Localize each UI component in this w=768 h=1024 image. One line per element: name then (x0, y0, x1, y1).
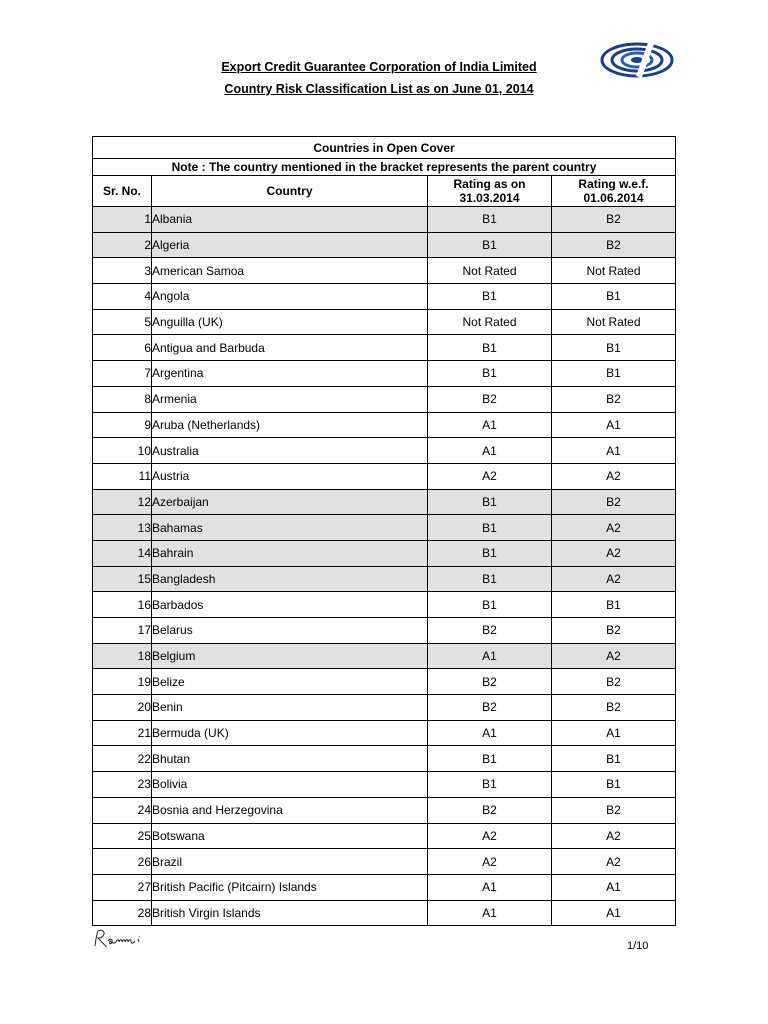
cell-rating-new: A2 (552, 463, 676, 489)
cell-rating-old: A2 (428, 849, 552, 875)
cell-sr-no: 20 (93, 695, 152, 721)
cell-rating-old: B1 (428, 207, 552, 233)
cell-country: Algeria (152, 232, 428, 258)
table-row (93, 566, 676, 592)
cell-rating-old: B2 (428, 797, 552, 823)
table-row (93, 463, 676, 489)
cell-rating-new: A2 (552, 515, 676, 541)
cell-rating-new: B1 (552, 284, 676, 310)
cell-rating-new: B1 (552, 335, 676, 361)
cell-country: Albania (152, 207, 428, 233)
column-header-rating-new: Rating w.e.f. 01.06.2014 (552, 176, 676, 207)
table-row (93, 669, 676, 695)
column-header-rating-old: Rating as on 31.03.2014 (428, 176, 552, 207)
cell-sr-no: 26 (93, 849, 152, 875)
cell-rating-new: A2 (552, 540, 676, 566)
cell-country: Angola (152, 284, 428, 310)
cell-sr-no: 2 (93, 232, 152, 258)
cell-sr-no: 1 (93, 207, 152, 233)
column-header-country: Country (152, 176, 428, 207)
cell-sr-no: 13 (93, 515, 152, 541)
cell-rating-new: B2 (552, 207, 676, 233)
table-row (93, 207, 676, 233)
cell-rating-old: A1 (428, 874, 552, 900)
cell-sr-no: 8 (93, 386, 152, 412)
table-row (93, 489, 676, 515)
cell-rating-new: A2 (552, 849, 676, 875)
cell-rating-new: B2 (552, 386, 676, 412)
cell-rating-old: A1 (428, 900, 552, 926)
cell-rating-new: B2 (552, 489, 676, 515)
cell-sr-no: 12 (93, 489, 152, 515)
table-row (93, 720, 676, 746)
table-row (93, 412, 676, 438)
cell-rating-new: A1 (552, 412, 676, 438)
cell-country: Azerbaijan (152, 489, 428, 515)
table-row (93, 746, 676, 772)
cell-rating-new: B1 (552, 592, 676, 618)
cell-rating-new: B2 (552, 669, 676, 695)
table-row (93, 232, 676, 258)
cell-country: Aruba (Netherlands) (152, 412, 428, 438)
cell-country: Bangladesh (152, 566, 428, 592)
cell-country: Barbados (152, 592, 428, 618)
cell-country: Bolivia (152, 772, 428, 798)
cell-country: Armenia (152, 386, 428, 412)
cell-country: Bosnia and Herzegovina (152, 797, 428, 823)
table-note: Note : The country mentioned in the bracket represents the parent country (93, 159, 676, 176)
cell-rating-new: B2 (552, 695, 676, 721)
cell-rating-new: A2 (552, 823, 676, 849)
cell-rating-old: B1 (428, 335, 552, 361)
cell-sr-no: 16 (93, 592, 152, 618)
cell-country: Belgium (152, 643, 428, 669)
document-subtitle: Country Risk Classification List as on June 01, 2014 (224, 82, 534, 96)
cell-rating-new: B1 (552, 746, 676, 772)
cell-rating-new: A1 (552, 900, 676, 926)
cell-rating-old: A1 (428, 438, 552, 464)
table-row (93, 849, 676, 875)
table-row (93, 335, 676, 361)
cell-sr-no: 14 (93, 540, 152, 566)
signature-icon (92, 928, 150, 950)
cell-rating-old: B2 (428, 386, 552, 412)
cell-country: British Virgin Islands (152, 900, 428, 926)
cell-country: Antigua and Barbuda (152, 335, 428, 361)
cell-rating-old: B2 (428, 618, 552, 644)
cell-sr-no: 3 (93, 258, 152, 284)
cell-sr-no: 11 (93, 463, 152, 489)
table-row (93, 643, 676, 669)
cell-rating-old: B1 (428, 746, 552, 772)
table-row (93, 592, 676, 618)
cell-rating-old: Not Rated (428, 258, 552, 284)
cell-rating-new: B1 (552, 772, 676, 798)
cell-rating-old: Not Rated (428, 309, 552, 335)
table-row (93, 386, 676, 412)
cell-rating-old: B1 (428, 232, 552, 258)
cell-rating-old: B1 (428, 566, 552, 592)
cell-rating-old: B1 (428, 515, 552, 541)
table-row (93, 540, 676, 566)
cell-country: Bermuda (UK) (152, 720, 428, 746)
table-row (93, 284, 676, 310)
cell-country: Bhutan (152, 746, 428, 772)
cell-country: Bahrain (152, 540, 428, 566)
cell-sr-no: 7 (93, 361, 152, 387)
cell-rating-old: A1 (428, 643, 552, 669)
cell-sr-no: 18 (93, 643, 152, 669)
organization-title: Export Credit Guarantee Corporation of India Limited (221, 60, 537, 74)
cell-country: American Samoa (152, 258, 428, 284)
cell-rating-new: B2 (552, 232, 676, 258)
cell-rating-old: B1 (428, 592, 552, 618)
cell-country: Belarus (152, 618, 428, 644)
cell-sr-no: 4 (93, 284, 152, 310)
cell-rating-old: B1 (428, 361, 552, 387)
cell-sr-no: 9 (93, 412, 152, 438)
table-row (93, 695, 676, 721)
cell-country: Botswana (152, 823, 428, 849)
cell-sr-no: 28 (93, 900, 152, 926)
cell-sr-no: 6 (93, 335, 152, 361)
cell-rating-new: A2 (552, 566, 676, 592)
table-row (93, 797, 676, 823)
cell-rating-old: A1 (428, 412, 552, 438)
cell-sr-no: 15 (93, 566, 152, 592)
cell-country: Argentina (152, 361, 428, 387)
table-row (93, 438, 676, 464)
cell-rating-old: B1 (428, 284, 552, 310)
section-title: Countries in Open Cover (93, 137, 676, 159)
table-row (93, 772, 676, 798)
cell-sr-no: 19 (93, 669, 152, 695)
cell-country: Austria (152, 463, 428, 489)
cell-rating-new: A1 (552, 438, 676, 464)
cell-rating-old: B1 (428, 772, 552, 798)
cell-sr-no: 10 (93, 438, 152, 464)
table-row (93, 900, 676, 926)
table-row (93, 874, 676, 900)
cell-country: British Pacific (Pitcairn) Islands (152, 874, 428, 900)
cell-rating-new: A2 (552, 643, 676, 669)
cell-sr-no: 23 (93, 772, 152, 798)
cell-sr-no: 25 (93, 823, 152, 849)
cell-country: Bahamas (152, 515, 428, 541)
cell-rating-old: B1 (428, 489, 552, 515)
cell-sr-no: 24 (93, 797, 152, 823)
cell-rating-old: A2 (428, 463, 552, 489)
cell-rating-old: B2 (428, 669, 552, 695)
cell-country: Brazil (152, 849, 428, 875)
cell-rating-old: A2 (428, 823, 552, 849)
cell-rating-new: B1 (552, 361, 676, 387)
cell-rating-old: A1 (428, 720, 552, 746)
table-row (93, 823, 676, 849)
cell-rating-new: B2 (552, 797, 676, 823)
cell-rating-new: A1 (552, 720, 676, 746)
table-row (93, 618, 676, 644)
cell-rating-new: Not Rated (552, 258, 676, 284)
cell-sr-no: 5 (93, 309, 152, 335)
cell-country: Belize (152, 669, 428, 695)
column-header-sr-no: Sr. No. (93, 176, 152, 207)
cell-sr-no: 17 (93, 618, 152, 644)
page-number: 1/10 (627, 940, 649, 952)
table-row (93, 309, 676, 335)
cell-sr-no: 21 (93, 720, 152, 746)
cell-sr-no: 27 (93, 874, 152, 900)
table-row (93, 515, 676, 541)
cell-rating-new: B2 (552, 618, 676, 644)
cell-country: Australia (152, 438, 428, 464)
cell-country: Benin (152, 695, 428, 721)
cell-sr-no: 22 (93, 746, 152, 772)
cell-rating-old: B2 (428, 695, 552, 721)
country-risk-table (92, 136, 676, 926)
table-row (93, 258, 676, 284)
cell-rating-old: B1 (428, 540, 552, 566)
cell-country: Anguilla (UK) (152, 309, 428, 335)
cell-rating-new: Not Rated (552, 309, 676, 335)
cell-rating-new: A1 (552, 874, 676, 900)
table-row (93, 361, 676, 387)
